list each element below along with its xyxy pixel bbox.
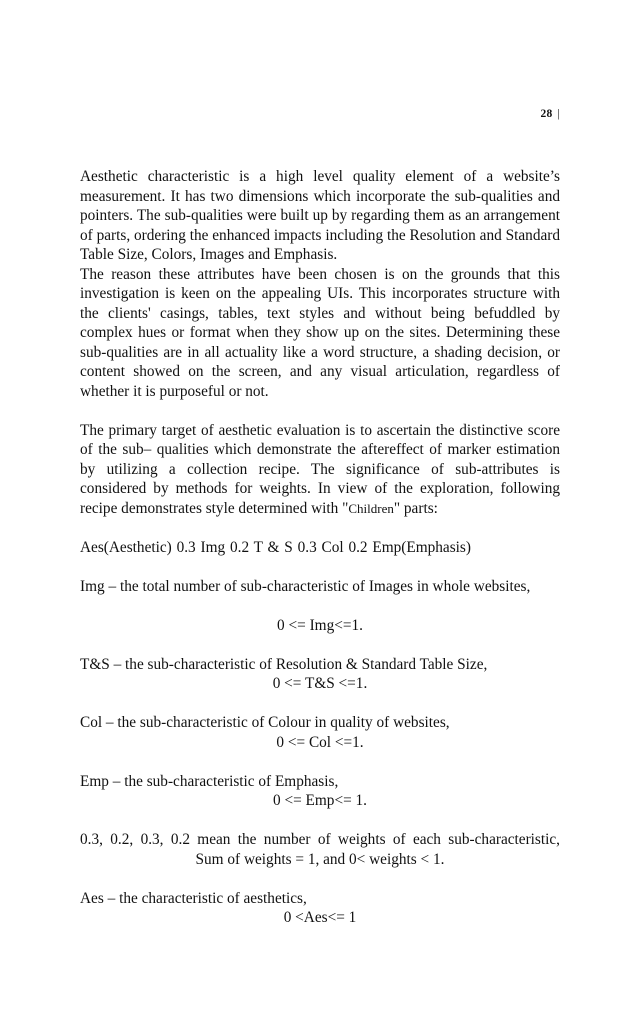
col-range: 0 <= Col <=1. (276, 733, 364, 751)
ts-range: 0 <= T&S <=1. (272, 675, 368, 692)
ts-definition: T&S – the sub-characteristic of Resolution & Standard Table Size, (80, 655, 488, 673)
paragraph-aesthetic-intro: Aesthetic characteristic is a high level quality element of a website’s measurement. It has two dimensions which incorporate the sub-qualities and pointers. The sub-qualities were built up by regarding them as an arrangement of parts, ordering the enhanced impacts including the Resolution and Standard Table Size, Colors, Images and Emphasis. (80, 168, 560, 263)
img-range: 0 <= Img<=1. (277, 616, 363, 634)
emp-range: 0 <= Emp<= 1. (273, 792, 367, 809)
weights-definition: 0.3, 0.2, 0.3, 0.2 mean the number of weights of each sub-characteristic, (80, 831, 560, 848)
emp-definition: Emp – the sub-characteristic of Emphasis, (80, 772, 339, 790)
aes-definition: Aes – the characteristic of aesthetics, (80, 889, 307, 907)
img-definition: Img – the total number of sub-characteristic of Images in whole websites, (80, 577, 531, 595)
page-number-value: 28 (540, 108, 553, 120)
paragraph-evaluation-text: The primary target of aesthetic evaluation is to ascertain the distinctive score of the sub– qualities which demonstrate the aftereffect of marker estimation by utilizing a collection recipe. The significance of sub-attributes is considered by methods for weights. In view of the exploration, following recipe demonstrates style determined with " (80, 421, 560, 517)
paragraph-evaluation-target (80, 421, 560, 519)
paragraph-evaluation-tail: " parts: (393, 499, 438, 517)
document-body (80, 167, 560, 928)
weights-sum: Sum of weights = 1, and 0< weights < 1. (195, 850, 445, 868)
aesthetic-formula: Aes(Aesthetic) 0.3 Img 0.2 T & S 0.3 Col 0.2 Emp(Emphasis) (80, 538, 471, 556)
col-definition: Col – the sub-characteristic of Colour in quality of websites, (80, 714, 450, 731)
paragraph-attribute-reason: The reason these attributes have been chosen is on the grounds that this investigation is keen on the appealing UIs. This incorporates structure with the clients' casings, tables, text styles and without being befuddled by complex hues or format when they show up on the sites. Determining these sub-qualities are in all actuality like a word structure, a shading decision, or content showed on the screen, and any visual articulation, regardless of whether it is purposeful or not. (80, 265, 560, 400)
aes-range: 0 <Aes<= 1 (283, 909, 357, 926)
page-number-separator: | (557, 108, 560, 120)
page-number (541, 108, 561, 120)
children-word: Children (348, 500, 394, 516)
